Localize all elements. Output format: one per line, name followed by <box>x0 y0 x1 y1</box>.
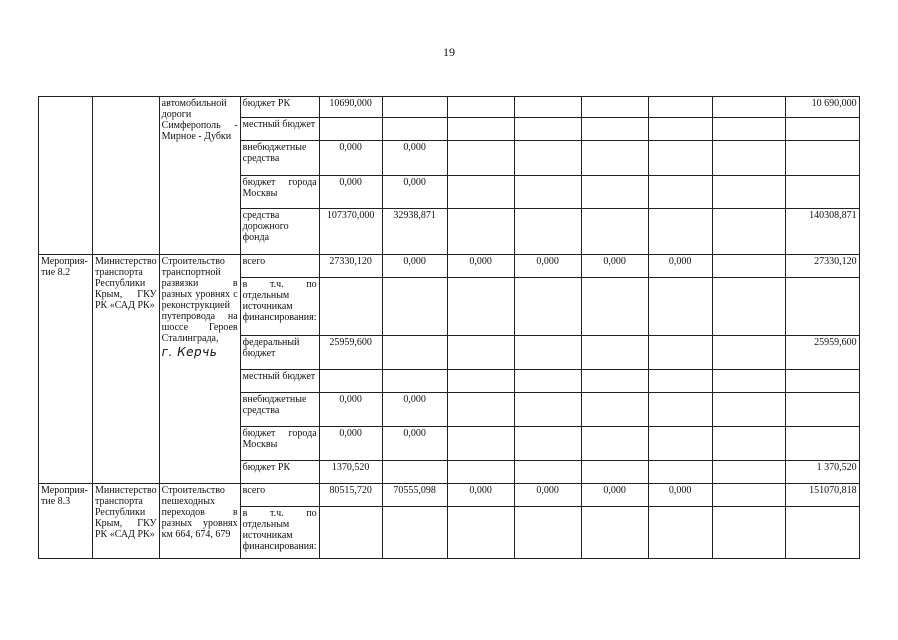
value-cell <box>514 141 581 176</box>
source-cell: бюджет города Москвы <box>240 427 319 461</box>
value-cell <box>514 97 581 118</box>
value-cell <box>319 278 382 336</box>
value-cell <box>648 278 712 336</box>
value-cell <box>648 118 712 141</box>
value-cell <box>581 176 648 209</box>
value-cell: 107370,000 <box>319 209 382 255</box>
value-cell <box>581 209 648 255</box>
event-label-cell: Мероприя-тие 8.2 <box>39 255 93 484</box>
value-cell <box>712 176 785 209</box>
value-cell <box>447 118 514 141</box>
source-cell: внебюджетные средства <box>240 141 319 176</box>
source-cell: бюджет РК <box>240 97 319 118</box>
value-cell: 0,000 <box>447 255 514 278</box>
total-cell: 151070,818 <box>785 484 859 507</box>
executor-cell: Министерство транспорта Республики Крым, ГКУ РК «САД РК» <box>93 484 160 559</box>
value-cell <box>382 507 447 559</box>
source-cell: федеральный бюджет <box>240 336 319 370</box>
value-cell <box>382 278 447 336</box>
value-cell <box>648 427 712 461</box>
value-cell: 0,000 <box>648 255 712 278</box>
handwritten-note: г. Керчь <box>161 345 218 359</box>
value-cell <box>447 97 514 118</box>
value-cell: 0,000 <box>382 141 447 176</box>
source-cell: бюджет РК <box>240 461 319 484</box>
value-cell: 0,000 <box>319 141 382 176</box>
source-cell: местный бюджет <box>240 370 319 393</box>
total-cell: 1 370,520 <box>785 461 859 484</box>
value-cell <box>581 427 648 461</box>
table-row <box>39 484 860 507</box>
value-cell: 80515,720 <box>319 484 382 507</box>
total-cell: 25959,600 <box>785 336 859 370</box>
value-cell <box>581 141 648 176</box>
source-cell: всего <box>240 484 319 507</box>
total-cell <box>785 427 859 461</box>
value-cell: 0,000 <box>319 176 382 209</box>
value-cell: 0,000 <box>514 255 581 278</box>
event-label-cell: Мероприя-тие 8.3 <box>39 484 93 559</box>
object-cell: Строительство пешеходных переходов в разных уровнях км 664, 674, 679 <box>159 484 240 559</box>
source-cell: средства дорожного фонда <box>240 209 319 255</box>
value-cell <box>447 393 514 427</box>
value-cell <box>447 209 514 255</box>
value-cell <box>447 278 514 336</box>
value-cell: 0,000 <box>514 484 581 507</box>
value-cell <box>581 393 648 427</box>
total-cell <box>785 393 859 427</box>
value-cell <box>648 97 712 118</box>
value-cell: 27330,120 <box>319 255 382 278</box>
value-cell <box>712 255 785 278</box>
value-cell: 0,000 <box>581 484 648 507</box>
value-cell <box>712 461 785 484</box>
executor-cell: Министерство транспорта Республики Крым, ГКУ РК «САД РК» <box>93 255 160 484</box>
value-cell <box>712 278 785 336</box>
event-label-cell <box>39 97 93 255</box>
value-cell <box>712 336 785 370</box>
total-cell: 27330,120 <box>785 255 859 278</box>
value-cell <box>712 209 785 255</box>
object-text: Строительство транспортной развязки в разных уровнях с реконструкцией путепровода на шоссе Героев Сталинграда, <box>161 256 238 344</box>
source-cell: в т.ч. по отдельным источникам финансирования: <box>240 278 319 336</box>
value-cell <box>712 370 785 393</box>
executor-cell <box>93 97 160 255</box>
value-cell: 70555,098 <box>382 484 447 507</box>
value-cell <box>382 336 447 370</box>
value-cell <box>447 461 514 484</box>
value-cell <box>712 427 785 461</box>
value-cell <box>319 370 382 393</box>
value-cell: 0,000 <box>382 176 447 209</box>
value-cell <box>514 176 581 209</box>
value-cell <box>319 118 382 141</box>
value-cell <box>447 370 514 393</box>
value-cell <box>648 209 712 255</box>
value-cell: 0,000 <box>319 393 382 427</box>
value-cell <box>648 336 712 370</box>
value-cell <box>648 461 712 484</box>
value-cell: 0,000 <box>382 427 447 461</box>
value-cell <box>712 507 785 559</box>
total-cell <box>785 141 859 176</box>
value-cell <box>712 141 785 176</box>
value-cell <box>514 118 581 141</box>
value-cell <box>712 97 785 118</box>
value-cell: 0,000 <box>581 255 648 278</box>
value-cell: 0,000 <box>648 484 712 507</box>
value-cell <box>648 176 712 209</box>
total-cell <box>785 507 859 559</box>
page-number: 19 <box>443 45 455 59</box>
value-cell <box>382 370 447 393</box>
value-cell <box>514 370 581 393</box>
total-cell <box>785 118 859 141</box>
value-cell <box>581 278 648 336</box>
value-cell: 32938,871 <box>382 209 447 255</box>
value-cell <box>514 461 581 484</box>
source-cell: всего <box>240 255 319 278</box>
value-cell <box>581 461 648 484</box>
value-cell <box>447 336 514 370</box>
source-cell: бюджет города Москвы <box>240 176 319 209</box>
value-cell <box>514 278 581 336</box>
total-cell <box>785 370 859 393</box>
value-cell <box>382 118 447 141</box>
value-cell <box>581 507 648 559</box>
source-cell: в т.ч. по отдельным источникам финансирования: <box>240 507 319 559</box>
value-cell <box>514 209 581 255</box>
total-cell: 140308,871 <box>785 209 859 255</box>
value-cell <box>712 393 785 427</box>
value-cell: 25959,600 <box>319 336 382 370</box>
value-cell <box>319 507 382 559</box>
table-row <box>39 97 860 118</box>
object-cell <box>159 255 240 484</box>
value-cell <box>648 141 712 176</box>
value-cell <box>447 427 514 461</box>
source-cell: местный бюджет <box>240 118 319 141</box>
value-cell <box>581 370 648 393</box>
value-cell <box>581 336 648 370</box>
value-cell <box>514 507 581 559</box>
value-cell: 0,000 <box>382 393 447 427</box>
value-cell: 0,000 <box>319 427 382 461</box>
budget-table <box>38 96 860 559</box>
total-cell: 10 690,000 <box>785 97 859 118</box>
value-cell: 10690,000 <box>319 97 382 118</box>
value-cell <box>648 370 712 393</box>
value-cell <box>648 507 712 559</box>
value-cell <box>447 507 514 559</box>
value-cell: 0,000 <box>447 484 514 507</box>
table-row <box>39 255 860 278</box>
value-cell: 1370,520 <box>319 461 382 484</box>
value-cell <box>712 118 785 141</box>
value-cell: 0,000 <box>382 255 447 278</box>
value-cell <box>514 427 581 461</box>
total-cell <box>785 176 859 209</box>
source-cell: внебюджетные средства <box>240 393 319 427</box>
value-cell <box>447 176 514 209</box>
value-cell <box>581 97 648 118</box>
value-cell <box>514 336 581 370</box>
value-cell <box>447 141 514 176</box>
value-cell <box>648 393 712 427</box>
value-cell <box>581 118 648 141</box>
value-cell <box>712 484 785 507</box>
value-cell <box>382 461 447 484</box>
value-cell <box>514 393 581 427</box>
object-cell: автомобильной дороги Симферополь - Мирное - Дубки <box>159 97 240 255</box>
value-cell <box>382 97 447 118</box>
total-cell <box>785 278 859 336</box>
